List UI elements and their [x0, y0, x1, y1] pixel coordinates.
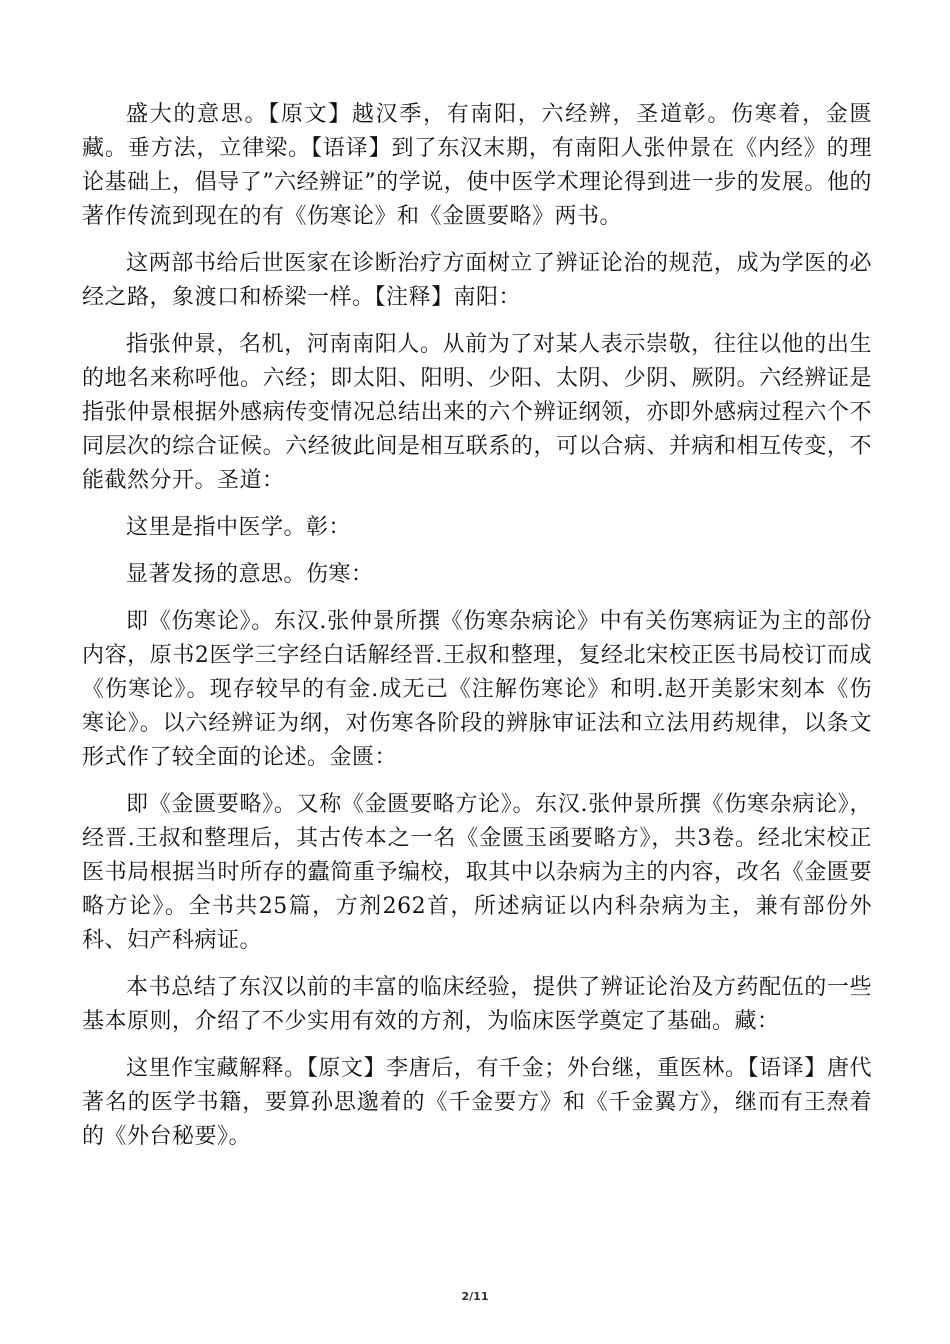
paragraph-1: 盛大的意思。【原文】越汉季，有南阳，六经辨，圣道彰。伤寒着，金匮藏。垂方法，立律梁。【语译】到了东汉末期，有南阳人张仲景在《内经》的理论基础上，倡导了”六经辨证”的学说，使中医学术理论得到进一步的发展。他的著作传流到现在的有《伤寒论》和《金匮要略》两书。 — [82, 102, 872, 229]
document-body — [82, 98, 872, 1167]
paragraph-9: 这里作宝藏解释。【原文】李唐后，有千金；外台继，重医林。【语译】唐代著名的医学书籍，要算孙思邈着的《千金要方》和《千金翼方》，继而有王焘着的《外台秘要》。 — [82, 1056, 872, 1149]
paragraph-3: 指张仲景，名机，河南南阳人。从前为了对某人表示崇敬，往往以他的出生的地名来称呼他。六经；即太阳、阳明、少阳、太阴、少阴、厥阴。六经辨证是指张仲景根据外感病传变情况总结出来的六个辨证纲领，亦即外感病过程六个不同层次的综合证候。六经彼此间是相互联系的，可以合病、并病和相互传变，不能截然分开。圣道： — [82, 332, 872, 493]
page-number: 2/11 — [461, 1290, 489, 1303]
paragraph-4: 这里是指中医学。彰： — [126, 515, 352, 540]
paragraph-2: 这两部书给后世医家在诊断治疗方面树立了辨证论治的规范，成为学医的必经之路，象渡口和桥梁一样。【注释】南阳： — [82, 251, 872, 310]
paragraph-6: 即《伤寒论》。东汉.张仲景所撰《伤寒杂病论》中有关伤寒病证为主的部份内容，原书2医学三字经白话解经晋.王叔和整理，复经北宋校正医书局校订而成《伤寒论》。现存较早的有金.成无己《注解伤寒论》和明.赵开美影宋刻本《伤寒论》。以六经辨证为纲，对伤寒各阶段的辨脉审证法和立法用药规律，以条文形式作了较全面的论述。金匮： — [82, 609, 872, 770]
paragraph-8: 本书总结了东汉以前的丰富的临床经验，提供了辨证论治及方药配伍的一些基本原则，介绍了不少实用有效的方剂，为临床医学奠定了基础。藏： — [82, 975, 872, 1034]
paragraph-7: 即《金匮要略》。又称《金匮要略方论》。东汉.张仲景所撰《伤寒杂病论》，经晋.王叔和整理后，其古传本之一名《金匮玉函要略方》，共3卷。经北宋校正医书局根据当时所存的蠹简重予编校，取其中以杂病为主的内容，改名《金匮要略方论》。全书共25篇，方剂262首，所述病证以内科杂病为主，兼有部份外科、妇产科病证。 — [82, 792, 872, 953]
paragraph-5: 显著发扬的意思。伤寒： — [126, 562, 374, 587]
